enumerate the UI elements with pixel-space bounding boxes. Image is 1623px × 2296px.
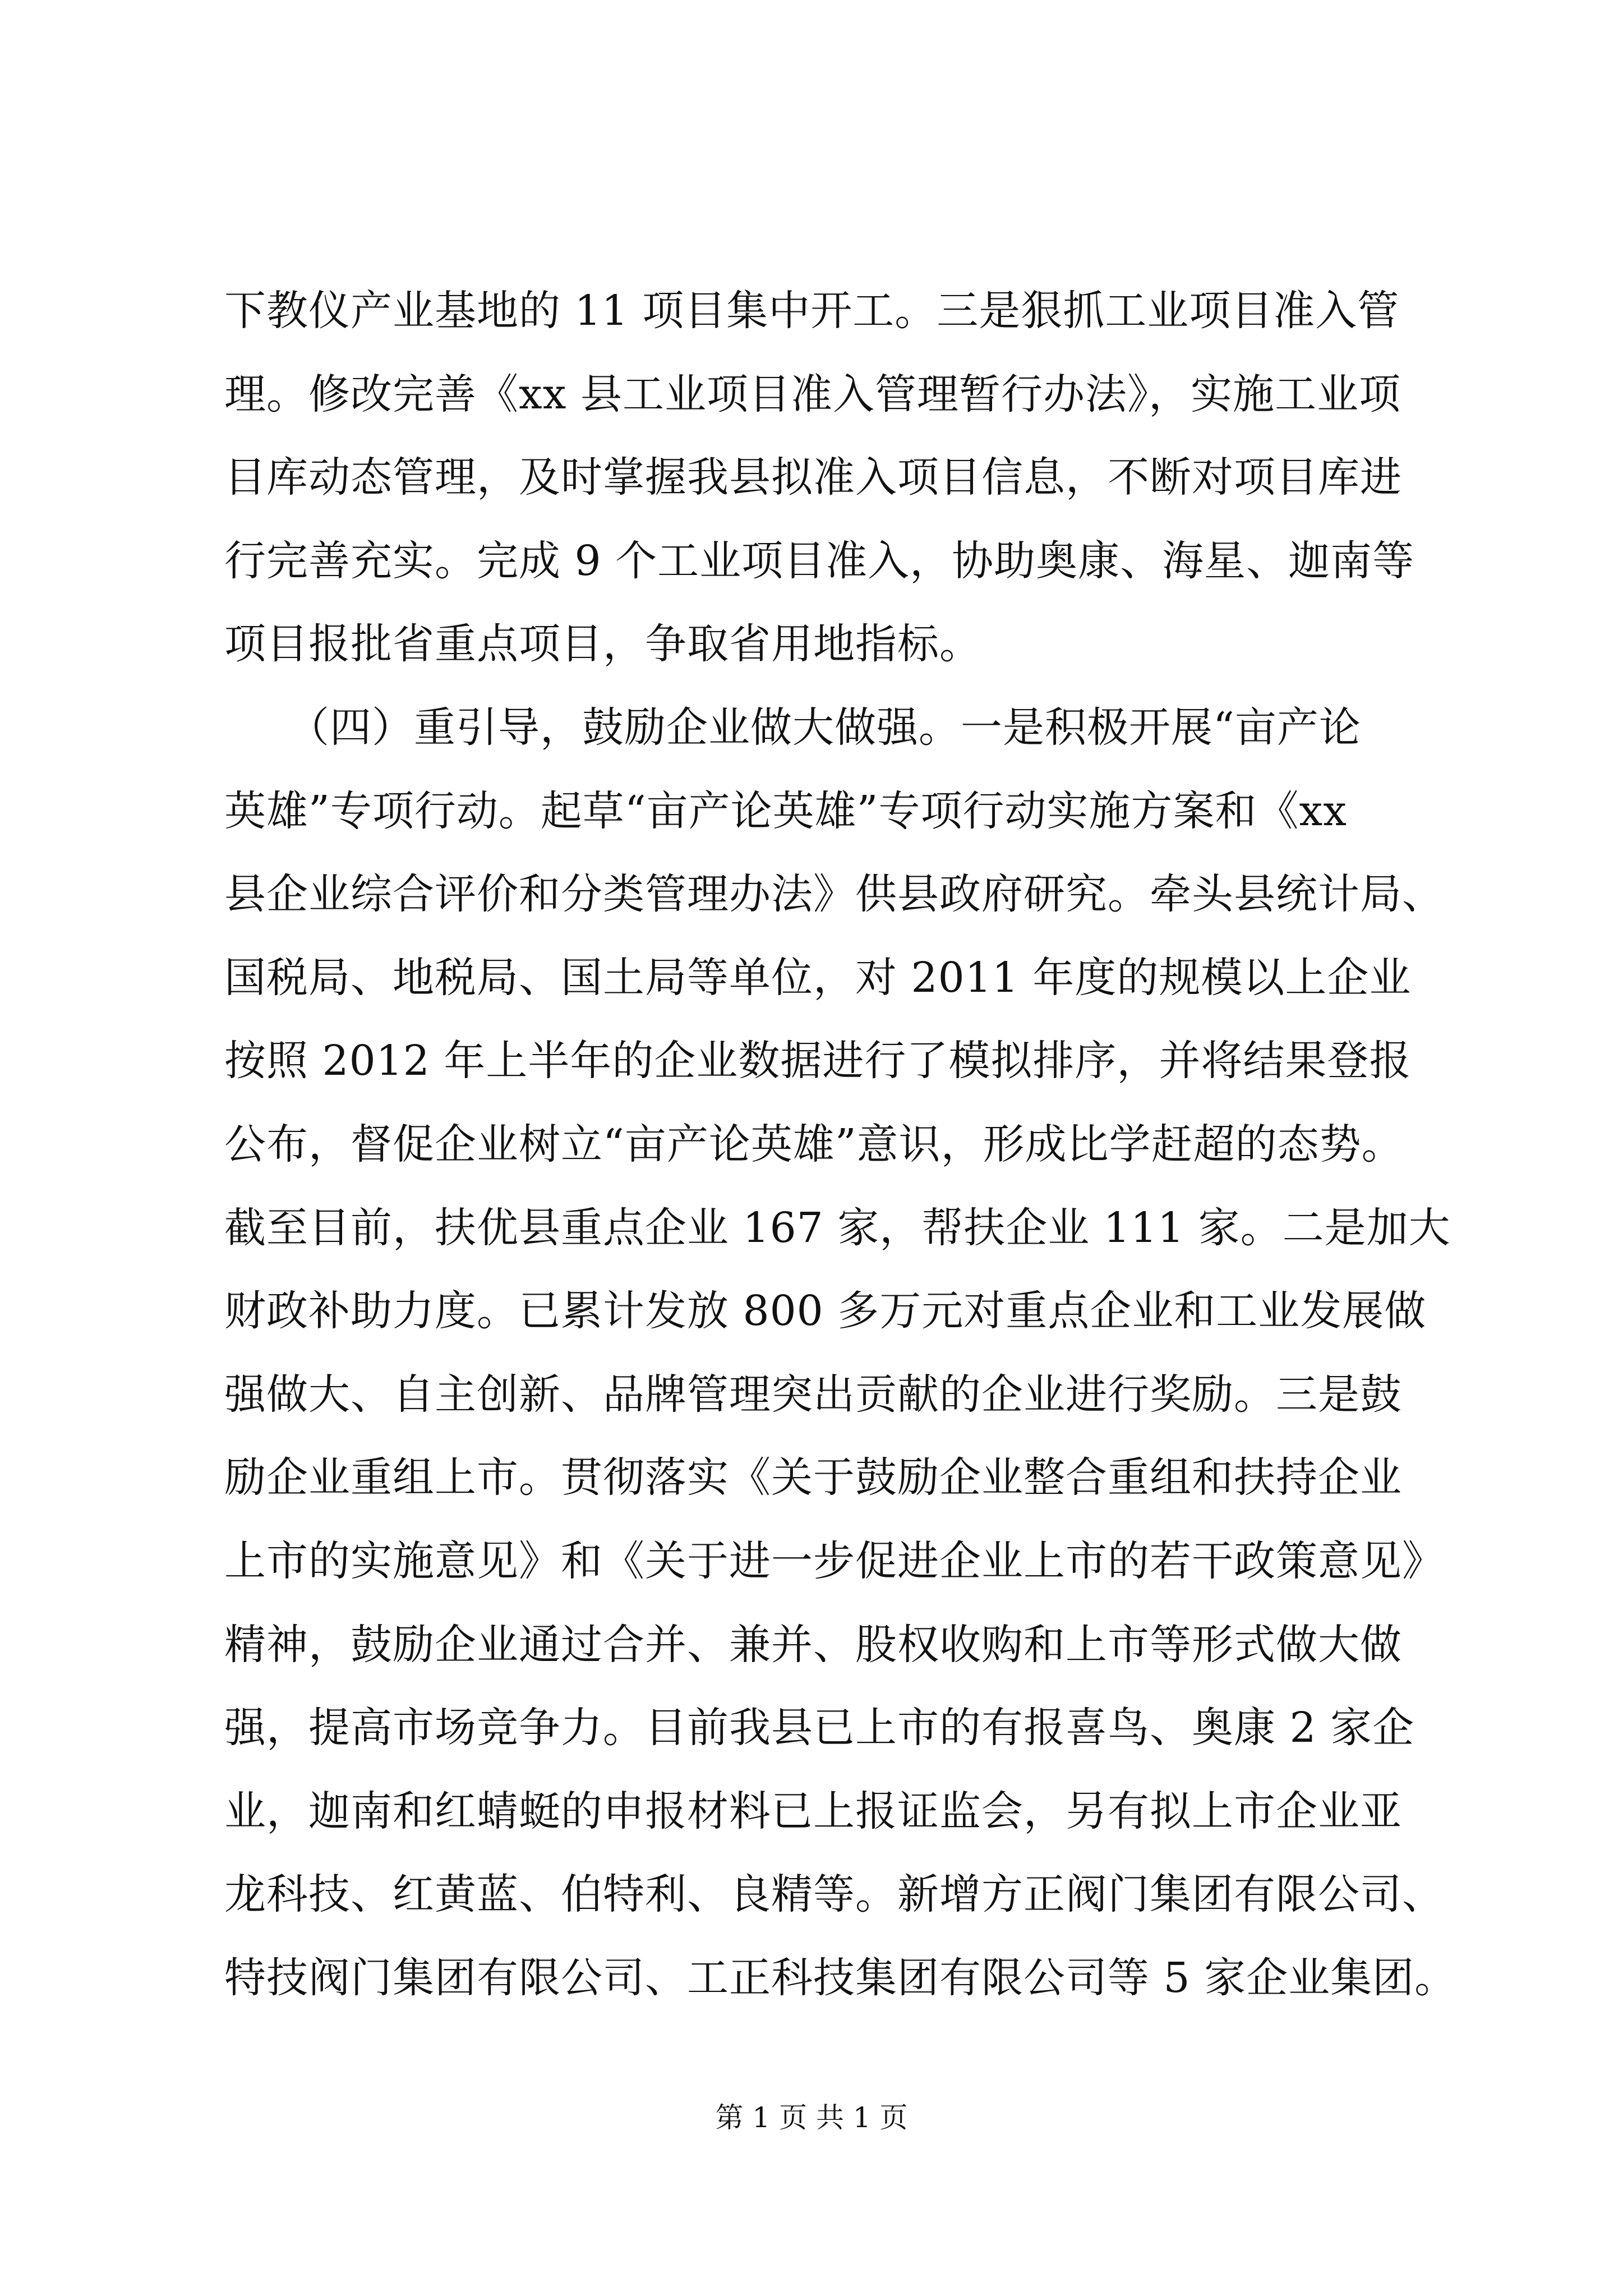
- text-line-19: 业，迦南和红蜻蜓的申报材料已上报证监会，另有拟上市企业亚: [224, 1787, 1402, 1835]
- page-footer: 第 1 页 共 1 页: [715, 2101, 908, 2134]
- text-line-17: 精神，鼓励企业通过合并、兼并、股权收购和上市等形式做大做: [224, 1620, 1402, 1669]
- text-line-13: 财政补助力度。已累计发放 800 多万元对重点企业和工业发展做: [224, 1287, 1427, 1336]
- text-line-3: 目库动态管理，及时掌握我县拟准入项目信息，不断对项目库进: [224, 453, 1402, 502]
- text-line-1: 下教仪产业基地的 11 项目集中开工。三是狠抓工业项目准入管: [224, 287, 1400, 335]
- document-body: [224, 269, 1457, 2019]
- text-line-18: 强，提高市场竞争力。目前我县已上市的有报喜鸟、奥康 2 家企: [224, 1704, 1415, 1752]
- text-line-6: （四）重引导，鼓励企业做大做强。一是积极开展“亩产论: [224, 703, 1361, 752]
- text-line-15: 励企业重组上市。贯彻落实《关于鼓励企业整合重组和扶持企业: [224, 1453, 1402, 1502]
- text-line-10: 按照 2012 年上半年的企业数据进行了模拟排序，并将结果登报: [224, 1037, 1412, 1085]
- text-line-5: 项目报批省重点项目，争取省用地指标。: [224, 620, 981, 669]
- text-line-9: 国税局、地税局、国土局等单位，对 2011 年度的规模以上企业: [224, 953, 1412, 1002]
- text-line-16: 上市的实施意见》和《关于进一步促进企业上市的若干政策意见》: [224, 1536, 1444, 1585]
- text-line-21: 特技阀门集团有限公司、工正科技集团有限公司等 5 家企业集团。: [224, 1953, 1457, 2002]
- text-line-20: 龙科技、红黄蓝、伯特利、良精等。新增方正阀门集团有限公司、: [224, 1870, 1444, 1919]
- text-line-8: 县企业综合评价和分类管理办法》供县政府研究。牵头县统计局、: [224, 870, 1444, 919]
- text-line-14: 强做大、自主创新、品牌管理突出贡献的企业进行奖励。三是鼓: [224, 1370, 1402, 1419]
- text-line-12: 截至目前，扶优县重点企业 167 家，帮扶企业 111 家。二是加大: [224, 1203, 1451, 1252]
- text-line-7: 英雄”专项行动。起草“亩产论英雄”专项行动实施方案和《xx: [224, 786, 1347, 835]
- text-line-4: 行完善充实。完成 9 个工业项目准入，协助奥康、海星、迦南等: [224, 536, 1415, 585]
- text-line-11: 公布，督促企业树立“亩产论英雄”意识，形成比学赶超的态势。: [224, 1120, 1404, 1168]
- text-line-2: 理。修改完善《xx 县工业项目准入管理暂行办法》，实施工业项: [224, 370, 1401, 418]
